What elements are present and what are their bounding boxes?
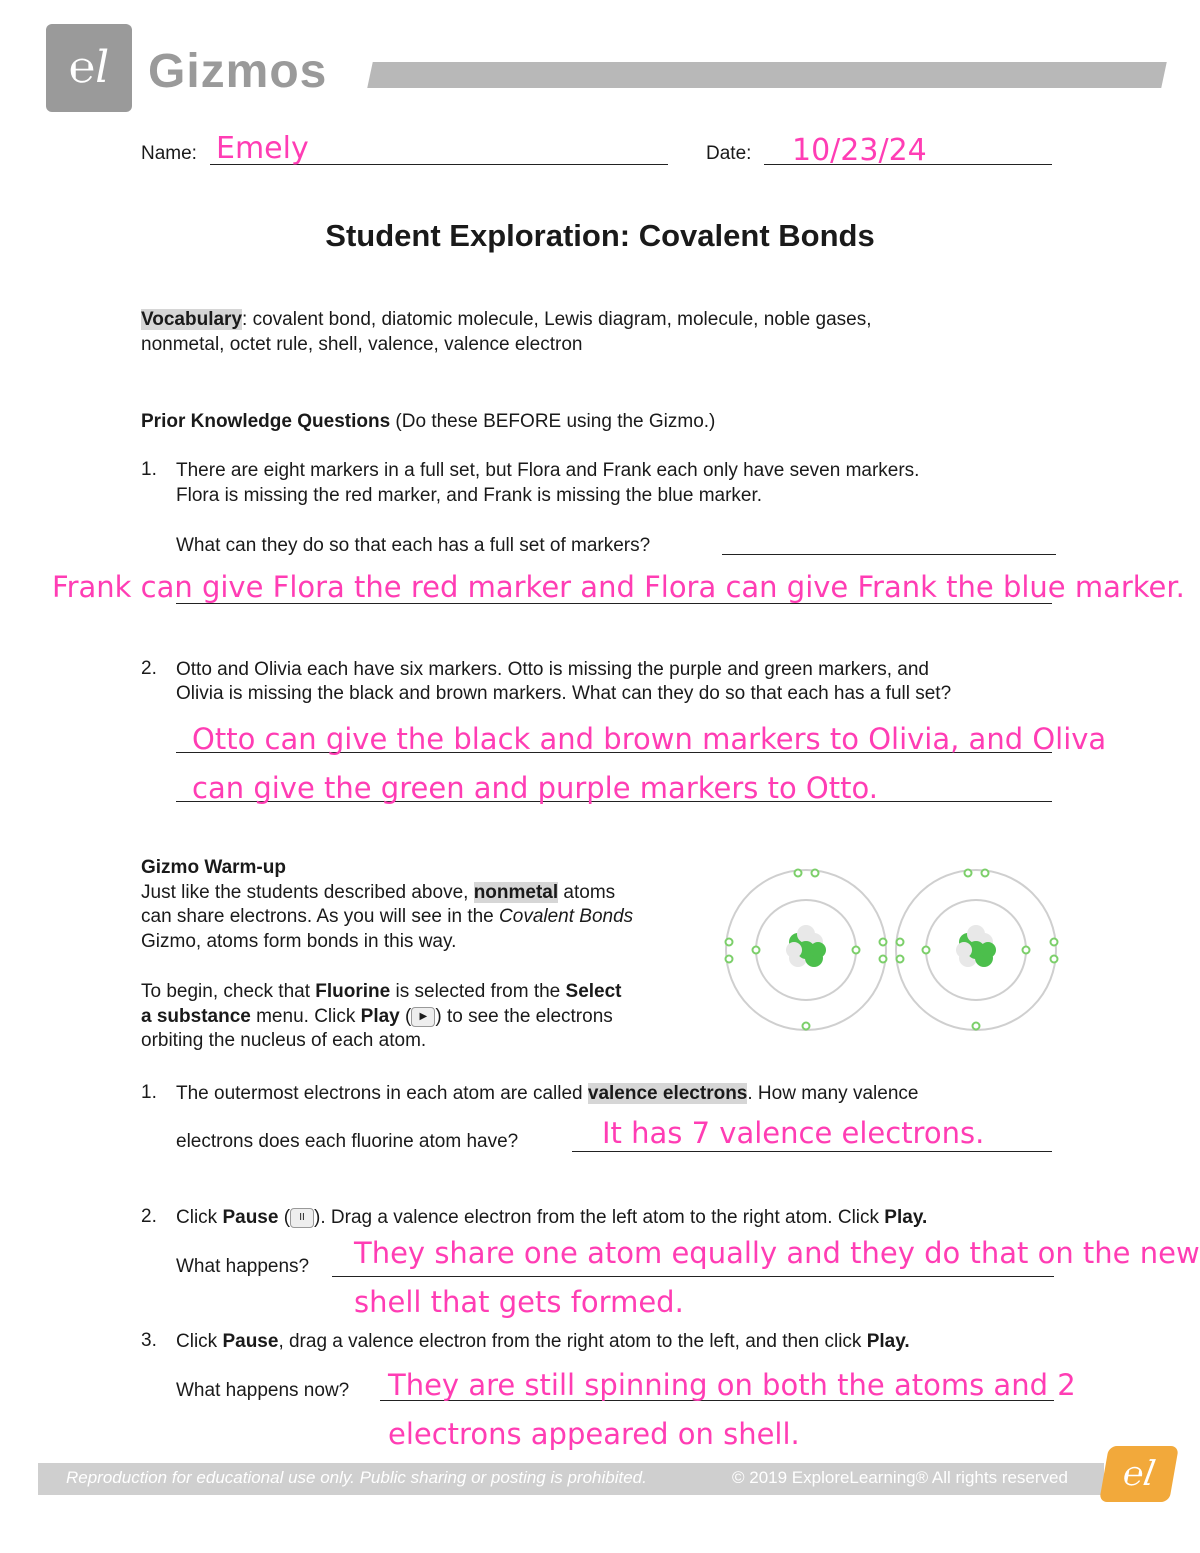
warmup-q2-line xyxy=(332,1276,1054,1277)
warmup-text-5e: ) to see the electrons xyxy=(435,1006,613,1027)
name-value[interactable]: Emely xyxy=(216,131,309,166)
warmup-q2-text xyxy=(176,1206,927,1230)
warmup-text-1c: atoms xyxy=(558,882,616,903)
warmup-text-4a: To begin, check that xyxy=(141,981,316,1002)
warmup-q2-number: 2. xyxy=(141,1206,157,1227)
warmup-heading: Gizmo Warm-up xyxy=(141,857,286,878)
warmup-q2-prompt: What happens? xyxy=(176,1256,310,1277)
gizmos-logo-glyph: ℮l xyxy=(68,42,110,93)
name-label: Name: xyxy=(141,143,197,164)
warmup-q1-answer[interactable]: It has 7 valence electrons. xyxy=(602,1116,985,1150)
warmup-q3-answer-2[interactable]: electrons appeared on shell. xyxy=(388,1417,800,1451)
gizmo-name: Covalent Bonds xyxy=(499,906,634,927)
right-nucleus xyxy=(956,925,996,967)
date-value[interactable]: 10/23/24 xyxy=(792,133,927,168)
warmup-text-5b: menu. Click xyxy=(250,1006,361,1027)
warmup-q2-answer-1[interactable]: They share one atom equally and they do that on the new xyxy=(354,1236,1200,1270)
brand-name: Gizmos xyxy=(148,45,328,98)
warmup-text-5 xyxy=(141,1005,613,1029)
page-title: Student Exploration: Covalent Bonds xyxy=(325,218,875,253)
prior-q1-text-1: There are eight markers in a full set, but Flora and Frank each only have seven markers. xyxy=(176,460,920,481)
prior-heading-note: (Do these BEFORE using the Gizmo.) xyxy=(390,411,716,432)
warmup-q3-a: Click xyxy=(176,1331,223,1352)
left-atom xyxy=(726,870,887,1031)
play-icon: ▶ xyxy=(411,1007,435,1027)
prior-q1-text-2: Flora is missing the red marker, and Frank is missing the blue marker. xyxy=(176,485,763,506)
vocabulary-label: Vocabulary xyxy=(141,309,243,330)
footer-disclaimer: Reproduction for educational use only. Public sharing or posting is prohibited. xyxy=(66,1468,647,1487)
substance-term: a substance xyxy=(141,1006,251,1027)
prior-heading-title: Prior Knowledge Questions xyxy=(141,411,391,432)
warmup-text-4c: is selected from the xyxy=(390,981,566,1002)
warmup-text-1a: Just like the students described above, xyxy=(141,882,474,903)
prior-q1-line-a xyxy=(722,554,1056,555)
warmup-q3-text xyxy=(176,1330,910,1354)
warmup-text-2a: can share electrons. As you will see in the xyxy=(141,906,500,927)
pause-icon: II xyxy=(290,1208,314,1228)
prior-heading xyxy=(141,410,715,434)
prior-q2-answer-2[interactable]: can give the green and purple markers to Otto. xyxy=(192,771,878,805)
warmup-q2-answer-2[interactable]: shell that gets formed. xyxy=(354,1285,684,1319)
right-atom xyxy=(896,870,1058,1031)
warmup-text-2 xyxy=(141,905,633,929)
prior-q1-prompt: What can they do so that each has a full set of markers? xyxy=(176,535,651,556)
warmup-q2-play: Play. xyxy=(884,1207,928,1228)
warmup-q3-number: 3. xyxy=(141,1330,157,1351)
warmup-text-6: orbiting the nucleus of each atom. xyxy=(141,1030,427,1051)
play-term: Play xyxy=(360,1006,400,1027)
date-label: Date: xyxy=(706,143,752,164)
footer-copyright: © 2019 ExploreLearning® All rights reserved xyxy=(732,1468,1068,1487)
select-term: Select xyxy=(565,981,622,1002)
vocabulary xyxy=(141,308,871,332)
prior-q2-answer-1[interactable]: Otto can give the black and brown markers to Olivia, and Oliva xyxy=(192,722,1107,756)
fluorine-atoms-diagram xyxy=(718,862,1066,1038)
warmup-q1-c: . How many valence xyxy=(747,1083,919,1104)
warmup-q1-number: 1. xyxy=(141,1082,157,1103)
prior-q1-number: 1. xyxy=(141,459,157,480)
warmup-q1-a: The outermost electrons in each atom are called xyxy=(176,1083,588,1104)
warmup-q2-d: ). Drag a valence electron from the left atom to the right atom. Click xyxy=(314,1207,885,1228)
warmup-q3-play: Play. xyxy=(866,1331,910,1352)
warmup-q2-c: ( xyxy=(278,1207,291,1228)
pause-term: Pause xyxy=(222,1207,279,1228)
prior-q2-text-1: Otto and Olivia each have six markers. Otto is missing the purple and green markers, and xyxy=(176,659,929,680)
warmup-text-5d: ( xyxy=(399,1006,412,1027)
prior-q2-number: 2. xyxy=(141,658,157,679)
warmup-text-4 xyxy=(141,980,622,1004)
nonmetal-term: nonmetal xyxy=(473,882,559,903)
prior-q2-text-2: Olivia is missing the black and brown markers. What can they do so that each has a full set? xyxy=(176,683,952,704)
warmup-q1-line xyxy=(572,1151,1052,1152)
fluorine-term: Fluorine xyxy=(315,981,391,1002)
warmup-text-3: Gizmo, atoms form bonds in this way. xyxy=(141,931,457,952)
vocabulary-text-2: nonmetal, octet rule, shell, valence, valence electron xyxy=(141,334,583,355)
warmup-q3-prompt: What happens now? xyxy=(176,1380,350,1401)
warmup-q3-answer-1[interactable]: They are still spinning on both the atoms and 2 xyxy=(388,1368,1076,1402)
warmup-text-1 xyxy=(141,881,615,905)
warmup-q1-text xyxy=(176,1082,918,1106)
left-nucleus xyxy=(786,925,826,967)
valence-electrons-term: valence electrons xyxy=(587,1083,748,1104)
explorelearning-logo xyxy=(1099,1446,1179,1502)
header-bar xyxy=(367,62,1167,88)
warmup-q1-prompt: electrons does each fluorine atom have? xyxy=(176,1131,519,1152)
prior-q1-answer[interactable]: Frank can give Flora the red marker and Flora can give Frank the blue marker. xyxy=(52,570,1185,604)
gizmos-logo xyxy=(46,24,132,112)
warmup-q3-pause: Pause xyxy=(222,1331,279,1352)
warmup-q2-a: Click xyxy=(176,1207,223,1228)
vocabulary-text-1: : covalent bond, diatomic molecule, Lewis diagram, molecule, noble gases, xyxy=(242,309,872,330)
warmup-q3-c: , drag a valence electron from the right atom to the left, and then click xyxy=(278,1331,867,1352)
footer-logo-glyph: ℮l xyxy=(1119,1454,1159,1494)
